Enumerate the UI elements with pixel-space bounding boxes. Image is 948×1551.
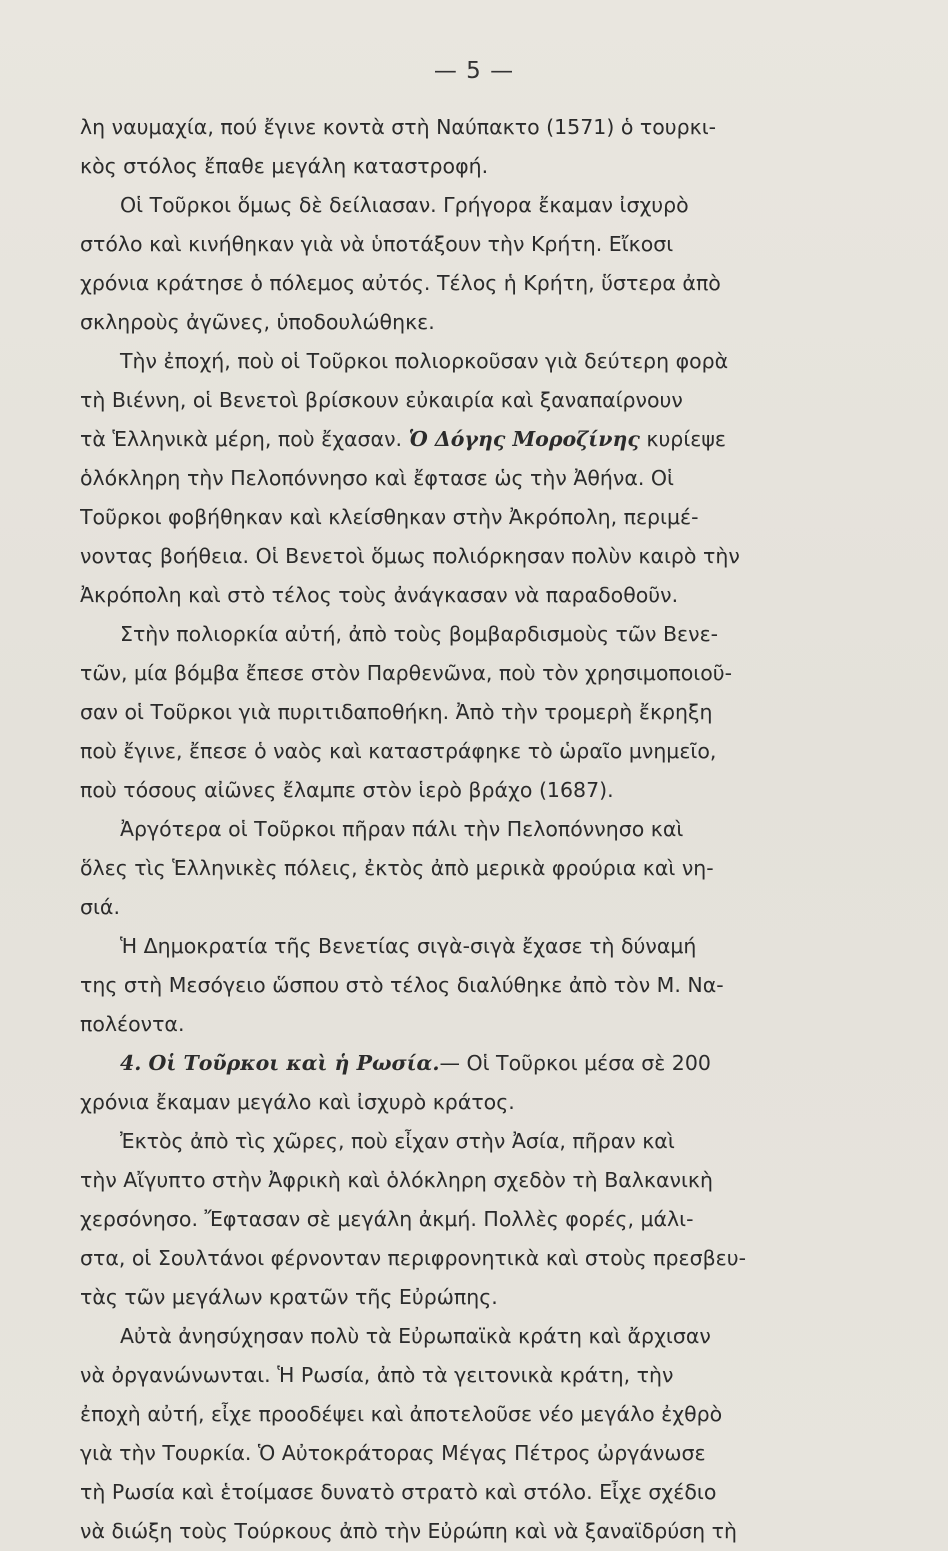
text-line: [80, 1044, 860, 1083]
text-line: [80, 1512, 860, 1551]
text-segment: ὁλόκληρη τὴν Πελοπόννησο καὶ ἔφτασε ὡς τὴν Ἀθήνα. Οἱ: [80, 466, 674, 490]
text-segment: τὰς τῶν μεγάλων κρατῶν τῆς Εὐρώπης.: [80, 1285, 498, 1309]
text-segment: Ἐκτὸς ἀπὸ τὶς χῶρες, ποὺ εἶχαν στὴν Ἀσία, πῆραν καὶ: [120, 1129, 675, 1153]
text-segment: τὰ Ἑλληνικὰ μέρη, ποὺ ἔχασαν.: [80, 427, 409, 451]
text-segment: κυρίεψε: [639, 427, 726, 451]
text-line: [80, 303, 860, 342]
text-segment: κὸς στόλος ἔπαθε μεγάλη καταστροφή.: [80, 154, 489, 178]
text-line: [80, 654, 860, 693]
text-line: [80, 927, 860, 966]
text-line: [80, 771, 860, 810]
text-segment: ὅλες τὶς Ἑλληνικὲς πόλεις, ἐκτὸς ἀπὸ μερικὰ φρούρια καὶ νη-: [80, 856, 714, 880]
text-segment: σαν οἱ Τοῦρκοι γιὰ πυριτιδαποθήκη. Ἀπὸ τὴν τρομερὴ ἔκρηξη: [80, 700, 713, 724]
text-segment: τὴ Βιέννη, οἱ Βενετοὶ βρίσκουν εὐκαιρία καὶ ξαναπαίρνουν: [80, 388, 683, 412]
text-segment: σιά.: [80, 895, 120, 919]
text-line: [80, 693, 860, 732]
text-line: [80, 186, 860, 225]
text-segment: Ἀκρόπολη καὶ στὸ τέλος τοὺς ἀνάγκασαν νὰ παραδοθοῦν.: [80, 583, 679, 607]
text-line: [80, 1356, 860, 1395]
text-segment: Οἱ Τοῦρκοι ὅμως δὲ δείλιασαν. Γρήγορα ἔκαμαν ἰσχυρὸ: [120, 193, 689, 217]
text-line: [80, 1434, 860, 1473]
text-segment: ἐποχὴ αὐτή, εἶχε προοδέψει καὶ ἀποτελοῦσε νέο μεγάλο ἐχθρὸ: [80, 1402, 723, 1426]
text-line: [80, 1005, 860, 1044]
text-line: [80, 498, 860, 537]
text-segment: — Οἱ Τοῦρκοι μέσα σὲ 200: [439, 1051, 711, 1075]
text-line: [80, 849, 860, 888]
text-line: [80, 225, 860, 264]
text-line: [80, 888, 860, 927]
text-segment: ποὺ ἔγινε, ἔπεσε ὁ ναὸς καὶ καταστράφηκε τὸ ὡραῖο μνημεῖο,: [80, 739, 717, 763]
text-line: [80, 1083, 860, 1122]
text-line: [80, 732, 860, 771]
text-line: [80, 1200, 860, 1239]
text-line: [80, 1278, 860, 1317]
text-segment: τὴ Ρωσία καὶ ἑτοίμασε δυνατὸ στρατὸ καὶ στόλο. Εἶχε σχέδιο: [80, 1480, 717, 1504]
text-line: [80, 1239, 860, 1278]
text-segment: Ἀργότερα οἱ Τοῦρκοι πῆραν πάλι τὴν Πελοπόννησο καὶ: [120, 817, 684, 841]
text-line: [80, 147, 860, 186]
text-line: [80, 381, 860, 420]
text-line: [80, 1161, 860, 1200]
text-segment: χρόνια κράτησε ὁ πόλεμος αὐτός. Τέλος ἡ Κρήτη, ὕστερα ἀπὸ: [80, 271, 721, 295]
text-segment: νὰ διώξη τοὺς Τούρκους ἀπὸ τὴν Εὐρώπη καὶ νὰ ξαναϊδρύση τὴ: [80, 1519, 738, 1543]
text-segment: ποὺ τόσους αἰῶνες ἔλαμπε στὸν ἱερὸ βράχο (1687).: [80, 778, 614, 802]
text-segment: νὰ ὀργανώνωνται. Ἡ Ρωσία, ἀπὸ τὰ γειτονικὰ κράτη, τὴν: [80, 1363, 674, 1387]
emphasized-text: Ὁ Δόγης Μοροζίνης: [408, 427, 640, 451]
text-segment: Τοῦρκοι φοβήθηκαν καὶ κλείσθηκαν στὴν Ἀκρόπολη, περιμέ-: [80, 505, 699, 529]
text-line: [80, 1395, 860, 1434]
text-segment: Στὴν πολιορκία αὐτή, ἀπὸ τοὺς βομβαρδισμοὺς τῶν Βενε-: [120, 622, 719, 646]
text-segment: γιὰ τὴν Τουρκία. Ὁ Αὐτοκράτορας Μέγας Πέτρος ὠργάνωσε: [80, 1441, 706, 1465]
text-line: [80, 264, 860, 303]
body-text: [80, 108, 860, 1551]
text-line: [80, 459, 860, 498]
text-line: [80, 615, 860, 654]
text-segment: Ἡ Δημοκρατία τῆς Βενετίας σιγὰ-σιγὰ ἔχασε τὴ δύναμή: [120, 934, 697, 958]
text-line: [80, 342, 860, 381]
text-segment: χρόνια ἔκαμαν μεγάλο καὶ ἰσχυρὸ κράτος.: [80, 1090, 515, 1114]
text-line: [80, 108, 860, 147]
text-segment: στα, οἱ Σουλτάνοι φέρνονταν περιφρονητικὰ καὶ στοὺς πρεσβευ-: [80, 1246, 747, 1270]
text-line: [80, 537, 860, 576]
text-segment: τὴν Αἴγυπτο στὴν Ἀφρικὴ καὶ ὁλόκληρη σχεδὸν τὴ Βαλκανικὴ: [80, 1168, 713, 1192]
text-segment: Τὴν ἐποχή, ποὺ οἱ Τοῦρκοι πολιορκοῦσαν γιὰ δεύτερη φορὰ: [120, 349, 729, 373]
text-line: [80, 1473, 860, 1512]
text-segment: σκληροὺς ἀγῶνες, ὑποδουλώθηκε.: [80, 310, 435, 334]
text-segment: χερσόνησο. Ἔφτασαν σὲ μεγάλη ἀκμή. Πολλὲς φορές, μάλι-: [80, 1207, 694, 1231]
text-line: [80, 1317, 860, 1356]
text-line: [80, 420, 860, 459]
text-segment: λη ναυμαχία, πού ἔγινε κοντὰ στὴ Ναύπακτο (1571) ὁ τουρκι-: [80, 115, 717, 139]
text-segment: Αὐτὰ ἀνησύχησαν πολὺ τὰ Εὐρωπαϊκὰ κράτη καὶ ἄρχισαν: [120, 1324, 711, 1348]
text-segment: στόλο καὶ κινήθηκαν γιὰ νὰ ὑποτάξουν τὴν Κρήτη. Εἴκοσι: [80, 232, 674, 256]
text-segment: της στὴ Μεσόγειο ὥσπου στὸ τέλος διαλύθηκε ἀπὸ τὸν Μ. Να-: [80, 973, 724, 997]
text-line: [80, 810, 860, 849]
emphasized-text: 4. Οἱ Τοῦρκοι καὶ ἡ Ρωσία.: [120, 1051, 440, 1075]
text-line: [80, 1122, 860, 1161]
text-segment: πολέοντα.: [80, 1012, 185, 1036]
text-line: [80, 576, 860, 615]
page-number: — 5 —: [433, 58, 515, 84]
text-line: [80, 966, 860, 1005]
text-segment: νοντας βοήθεια. Οἱ Βενετοὶ ὅμως πολιόρκησαν πολὺν καιρὸ τὴν: [80, 544, 740, 568]
text-segment: τῶν, μία βόμβα ἔπεσε στὸν Παρθενῶνα, ποὺ τὸν χρησιμοποιοῦ-: [80, 661, 732, 685]
